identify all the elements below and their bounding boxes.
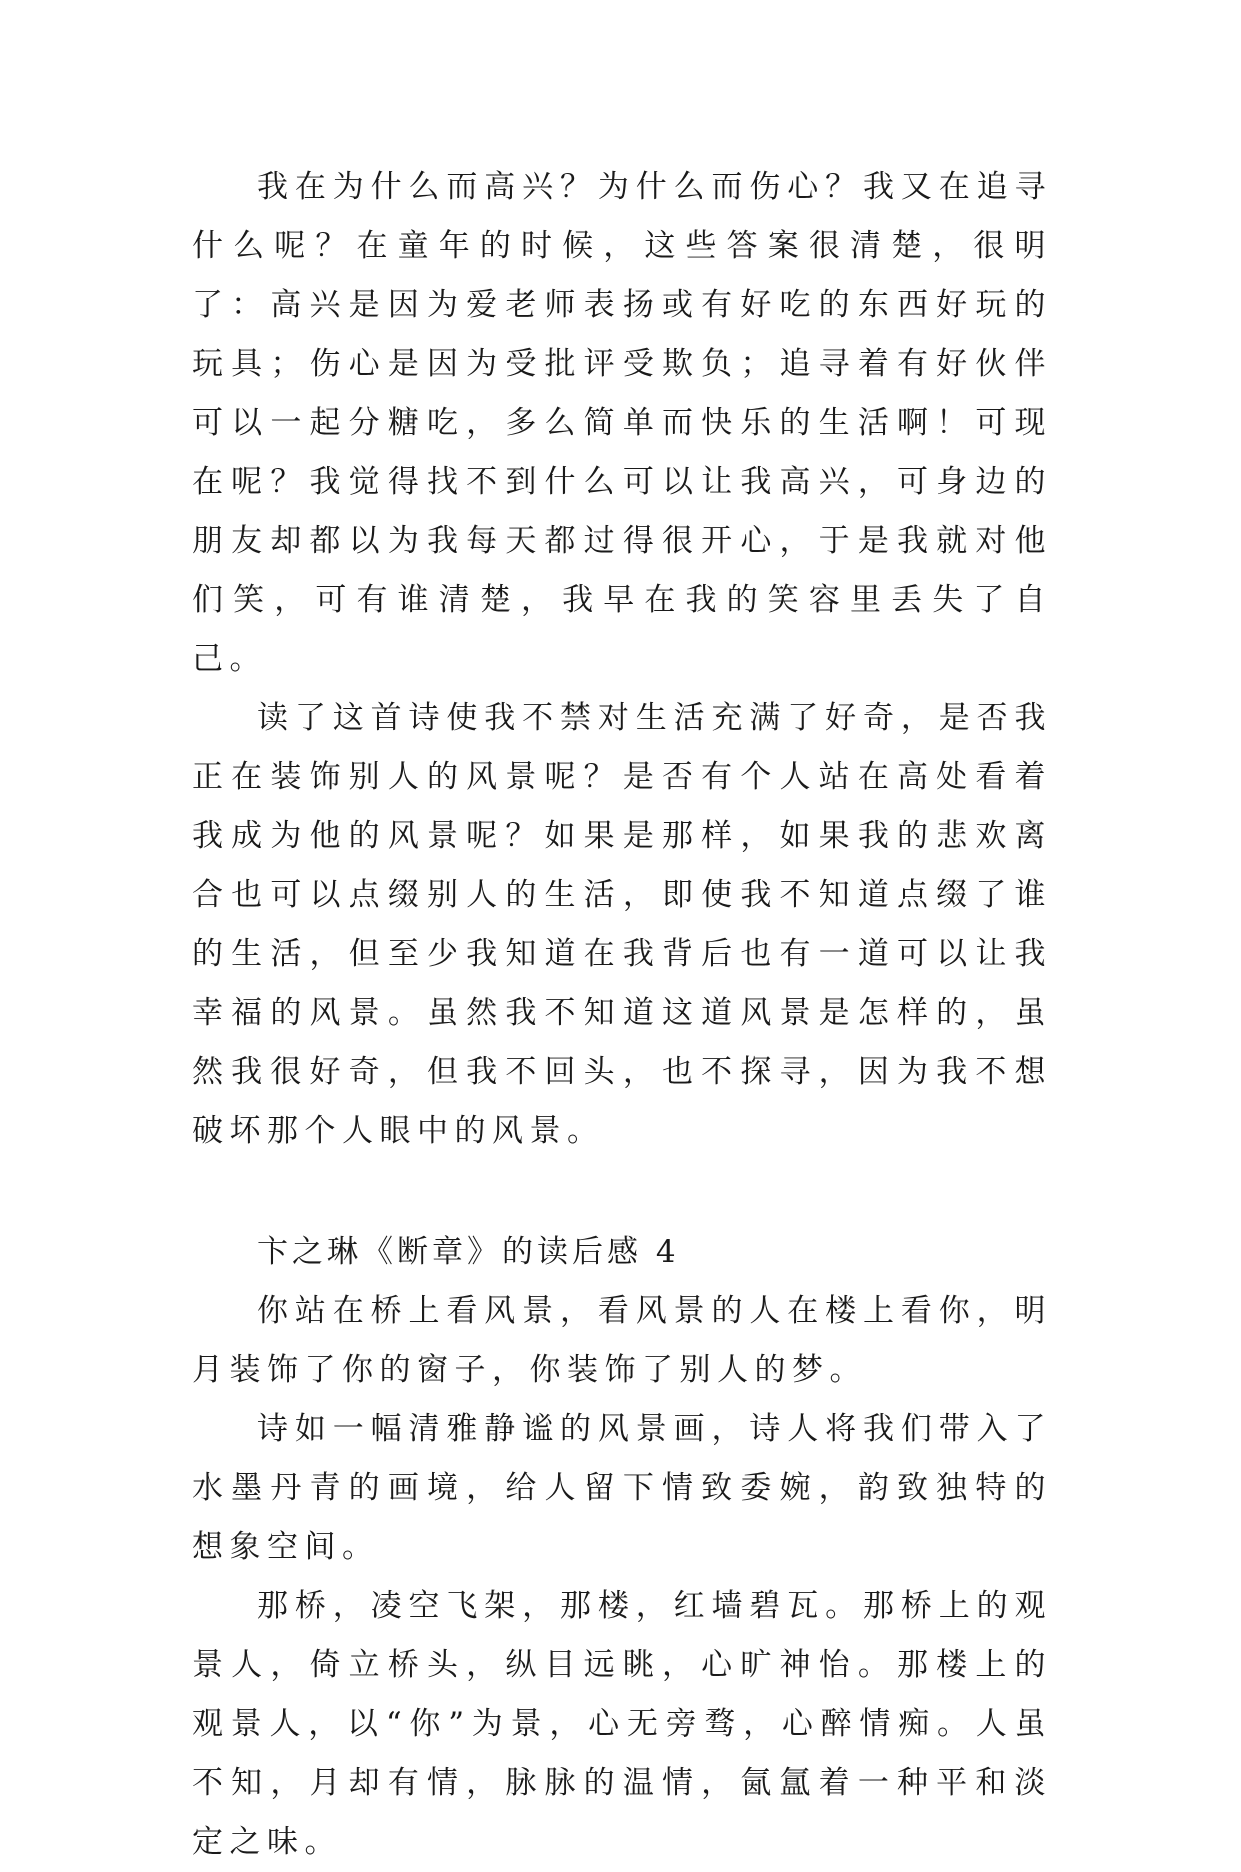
body-paragraph: 我在为什么而高兴？为什么而伤心？我又在追寻什么呢？在童年的时候，这些答案很清楚，很明了：高兴是因为爱老师表扬或有好吃的东西好玩的玩具；伤心是因为受批评受欺负；追寻着有好伙伴可以一起分糖吃，多么简单而快乐的生活啊！可现在呢？我觉得找不到什么可以让我高兴，可身边的朋友却都以为我每天都过得很开心，于是我就对他们笑，可有谁清楚，我早在我的笑容里丢失了自己。 [192,169,1052,677]
body-paragraph: 那桥，凌空飞架，那楼，红墙碧瓦。那桥上的观景人，倚立桥头，纵目远眺，心旷神怡。那楼上的观景人，以“你”为景，心无旁骛，心醉情痴。人虽不知，月却有情，脉脉的温情，氤氲着一种平和淡定之味。 [192,1588,1052,1860]
section-heading: 卞之琳《断章》的读后感 4 [257,1234,680,1270]
body-paragraph: 诗如一幅清雅静谧的风景画，诗人将我们带入了水墨丹青的画境，给人留下情致委婉，韵致独特的想象空间。 [192,1411,1052,1565]
body-paragraph: 你站在桥上看风景，看风景的人在楼上看你，明月装饰了你的窗子，你装饰了别人的梦。 [192,1293,1052,1388]
document-page [192,158,1052,1872]
body-paragraph: 读了这首诗使我不禁对生活充满了好奇，是否我正在装饰别人的风景呢？是否有个人站在高处看着我成为他的风景呢？如果是那样，如果我的悲欢离合也可以点缀别人的生活，即使我不知道点缀了谁的生活，但至少我知道在我背后也有一道可以让我幸福的风景。虽然我不知道这道风景是怎样的，虽然我很好奇，但我不回头，也不探寻，因为我不想破坏那个人眼中的风景。 [192,700,1052,1149]
section-gap [192,1161,1052,1223]
